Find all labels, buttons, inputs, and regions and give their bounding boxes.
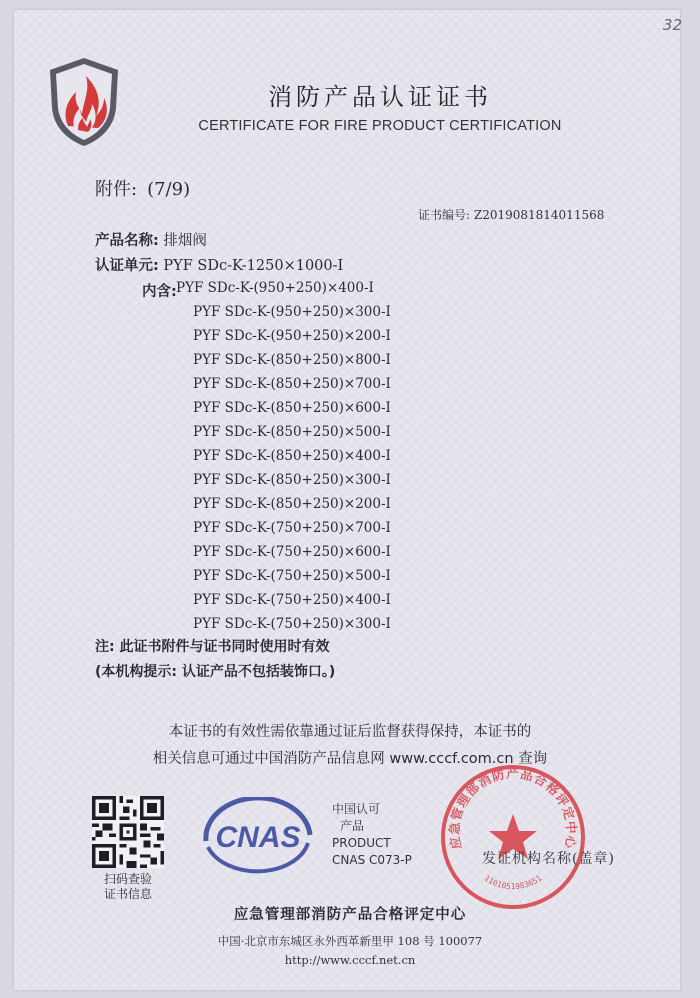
page-corner-note: 32 xyxy=(662,16,682,34)
model-line: PYF SDc-K-(750+250)×500-I xyxy=(193,568,391,584)
certificate-title-cn: 消防产品认证证书 xyxy=(268,83,492,111)
cnas-line4: CNAS C073-P xyxy=(332,853,412,867)
qr-code-icon[interactable] xyxy=(92,796,164,868)
official-seal xyxy=(438,762,588,912)
svg-text:1101051983651 xyxy=(483,873,544,891)
model-line: PYF SDc-K-(850+250)×300-I xyxy=(193,472,391,488)
model-line: PYF SDc-K-(850+250)×600-I xyxy=(193,400,391,416)
cnas-line2: 产品 xyxy=(340,819,365,833)
model-line: PYF SDc-K-(750+250)×400-I xyxy=(193,592,391,608)
attachment-label: 附件: xyxy=(95,179,138,200)
cert-unit-value: PYF SDc-K-1250×1000-I xyxy=(163,258,344,274)
cnas-line1: 中国认可 xyxy=(332,802,381,816)
issuing-center-name: 应急管理部消防产品合格评定中心 xyxy=(233,907,467,923)
product-name-label: 产品名称: xyxy=(95,233,159,249)
cnas-line3: PRODUCT xyxy=(332,836,391,850)
cert-unit-label: 认证单元: xyxy=(95,258,159,274)
cnas-logo-icon xyxy=(198,797,318,875)
attachment-heading xyxy=(95,175,190,201)
issuer-label: 发证机构名称(盖章) xyxy=(482,851,615,867)
product-name-value: 排烟阀 xyxy=(163,233,207,249)
qr-caption-line1: 扫码查验 xyxy=(103,872,152,886)
model-line: PYF SDc-K-(950+250)×200-I xyxy=(193,328,391,344)
seal-number: 1101051983651 xyxy=(482,873,544,892)
product-name-row xyxy=(95,229,207,250)
cert-unit-row xyxy=(95,254,343,275)
attachment-page: (7/9) xyxy=(147,179,191,200)
contains-label: 内含: xyxy=(142,284,177,300)
issuing-center-address: 中国·北京市东城区永外西革新里甲 108 号 100077 xyxy=(217,934,483,948)
qr-caption-line2: 证书信息 xyxy=(103,887,152,901)
model-line: PYF SDc-K-(750+250)×300-I xyxy=(193,616,391,632)
model-line: PYF SDc-K-(850+250)×800-I xyxy=(193,352,391,368)
model-line: PYF SDc-K-(850+250)×500-I xyxy=(193,424,391,440)
certificate-title-en: CERTIFICATE FOR FIRE PRODUCT CERTIFICATION xyxy=(198,118,562,134)
seal-text: 应急管理部消防产品合格评定中心 xyxy=(446,765,580,851)
validity-text-line2: 相关信息可通过中国消防产品信息网 www.cccf.com.cn 查询 xyxy=(152,751,548,767)
model-line: PYF SDc-K-(950+250)×400-I xyxy=(176,280,374,296)
certificate-number: 证书编号: Z2019081814011568 xyxy=(418,208,605,222)
cnas-logo-text: CNAS xyxy=(215,821,301,854)
model-line: PYF SDc-K-(950+250)×300-I xyxy=(193,304,391,320)
model-line: PYF SDc-K-(850+250)×200-I xyxy=(193,496,391,512)
model-line: PYF SDc-K-(750+250)×600-I xyxy=(193,544,391,560)
validity-text-line1: 本证书的有效性需依靠通过证后监督获得保持，本证书的 xyxy=(168,724,532,740)
model-line: PYF SDc-K-(750+250)×700-I xyxy=(193,520,391,536)
attachment-validity-note: 注: 此证书附件与证书同时使用时有效 xyxy=(95,639,330,655)
exclusion-note: (本机构提示: 认证产品不包括装饰口。) xyxy=(95,664,336,680)
cnas-accreditation-text xyxy=(332,801,412,869)
model-line: PYF SDc-K-(850+250)×700-I xyxy=(193,376,391,392)
model-line: PYF SDc-K-(850+250)×400-I xyxy=(193,448,391,464)
issuing-center-url[interactable]: http://www.cccf.net.cn xyxy=(284,953,416,967)
